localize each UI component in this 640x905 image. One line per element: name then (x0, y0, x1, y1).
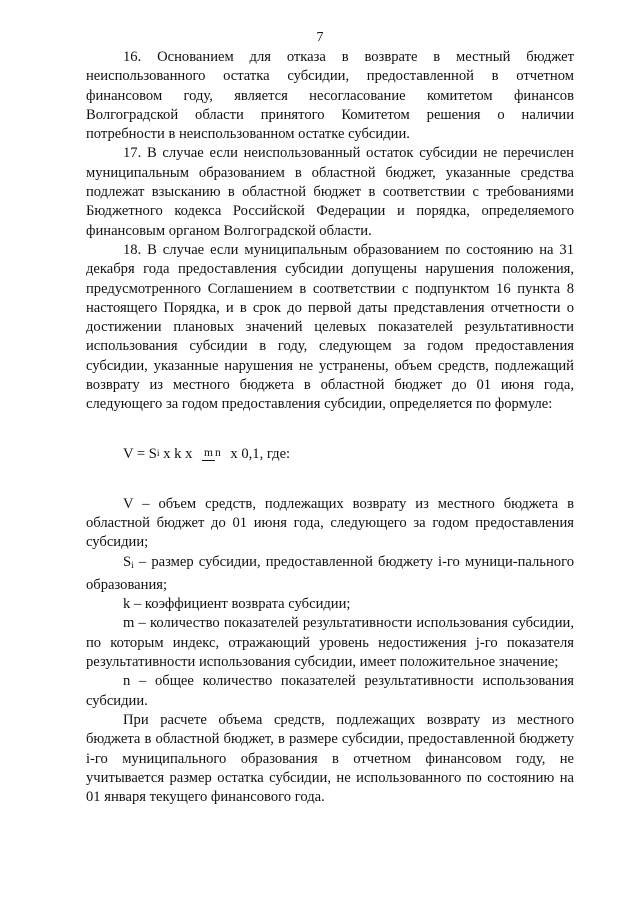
symbol-s: S (123, 553, 132, 570)
formula (86, 415, 574, 495)
symbol-s-sub: i (131, 560, 134, 571)
formula-mid: x k x (159, 445, 197, 462)
definition-n: n – общее количество показателей результативности использования субсидии. (86, 673, 574, 709)
definition-si-text: – размер субсидии, предоставленной бюджету i-го муници-пального образования; (86, 553, 574, 593)
definition-k: k – коэффициент возврата субсидии; (123, 596, 351, 613)
paragraph-final: При расчете объема средств, подлежащих возврату из местного бюджета в областной бюджет, в размере субсидии, предоставленной бюджету i-го муниципального образования в отчетном финансовом году, не учитывается размер остатка субсидии, не использованного по состоянию на 01 января текущего финансового года. (86, 711, 574, 806)
formula-fraction (202, 446, 221, 461)
definition-m: m – количество показателей результативности использования субсидии, по которым индекс, отражающий уровень недостижения j-го показателя результативности использования субсидии, имеет положительное значение; (86, 615, 574, 671)
paragraph-16: 16. Основанием для отказа в возврате в местный бюджет неиспользованного остатка субсидии, предоставленной в отчетном финансовом году, является несогласование комитетом финансов Волгоградской области принятого Комитетом решения о наличии потребности в неиспользованном остатке субсидии. (86, 49, 574, 143)
paragraph-18: 18. В случае если муниципальным образованием по состоянию на 31 декабря года предоставления субсидии допущены нарушения положения, предусмотренного Соглашением в соответствии с подпунктом 16 пункта 8 настоящего Порядка, и в срок до первой даты представления отчетности о достижении плановых значений целевых показателей результативности использования субсидии в году, следующем за годом предоставления субсидии, указанные нарушения не устранены, объем средств, подлежащий возврату из местного бюджета в областной бюджет до 01 июня года, следующего за годом предоставления субсидии, определяется по формуле: (86, 241, 574, 413)
definition-si (86, 553, 574, 596)
formula-numerator: m (204, 447, 213, 460)
document-body (86, 48, 574, 807)
paragraph-17: 17. В случае если неиспользованный остаток субсидии не перечислен муниципальным образованием в областной бюджет, указанные средства подлежат взысканию в областной бюджет в соответствии с требованиями Бюджетного кодекса Российской Федерации и порядка, определяемого финансовым органом Волгоградской области. (86, 145, 574, 239)
formula-denominator: n (215, 447, 221, 460)
formula-tail: x 0,1, где: (226, 445, 291, 462)
formula-lhs: V = S (123, 445, 157, 462)
page-number: 7 (316, 30, 324, 45)
formula-sub-i: i (156, 448, 160, 459)
definition-v: V – объем средств, подлежащих возврату из местного бюджета в областной бюджет до 01 июня года, следующего за годом предоставления субсидии; (86, 495, 574, 551)
